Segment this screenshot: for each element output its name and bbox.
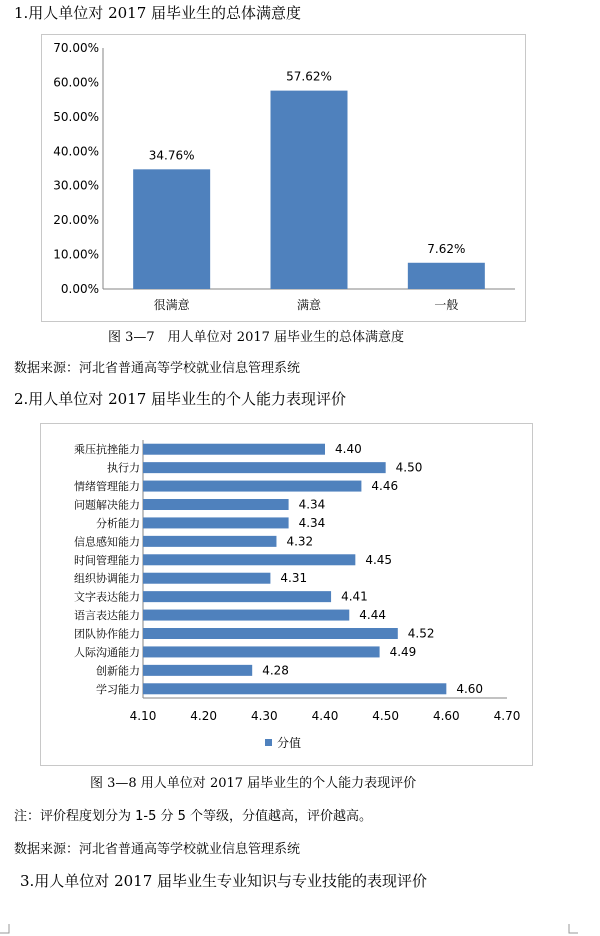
bar-value-label: 4.52 [407, 626, 435, 641]
bar-value-label: 4.40 [335, 442, 362, 457]
x-tick-label: 4.20 [190, 709, 218, 723]
x-category-label: 一般 [434, 298, 459, 312]
y-category-label: 创新能力 [96, 664, 140, 678]
bar [143, 628, 398, 639]
x-category-label: 满意 [296, 298, 322, 312]
bar-value-label: 4.60 [456, 681, 484, 696]
bar [143, 665, 252, 676]
bar-value-label: 4.44 [359, 608, 386, 623]
y-category-label: 学习能力 [96, 682, 140, 696]
y-tick-label: 50.00% [53, 109, 99, 124]
y-tick-label: 0.00% [60, 282, 99, 296]
bar-value-label: 4.46 [371, 479, 399, 494]
legend-swatch [265, 739, 272, 746]
bar-value-label: 4.41 [341, 589, 368, 604]
bar-value-label: 7.62% [427, 241, 466, 256]
bar [143, 536, 276, 547]
y-category-label: 问题解决能力 [74, 498, 140, 512]
y-category-label: 人际沟通能力 [74, 645, 140, 659]
y-category-label: 情绪管理能力 [74, 480, 140, 494]
bar [143, 573, 270, 584]
bar-value-label: 4.31 [280, 571, 308, 586]
y-tick-label: 40.00% [53, 144, 99, 159]
x-tick-label: 4.10 [129, 709, 157, 723]
bar [143, 462, 386, 473]
ability-chart [40, 423, 533, 766]
x-category-label: 很满意 [153, 298, 190, 312]
bar [271, 91, 348, 289]
bar-value-label: 57.62% [286, 69, 332, 84]
x-tick-label: 4.50 [372, 709, 400, 723]
bar-value-label: 4.45 [365, 552, 393, 567]
x-tick-label: 4.60 [432, 709, 460, 723]
page-corner-mark-left [0, 924, 10, 934]
satisfaction-chart [41, 34, 526, 322]
bar-value-label: 4.32 [286, 534, 314, 549]
bar-value-label: 4.50 [395, 460, 423, 475]
y-category-label: 分析能力 [96, 516, 140, 530]
ability-chart-svg [41, 424, 532, 765]
y-category-label: 时间管理能力 [74, 553, 140, 567]
data-source-1: 数据来源：河北省普通高等学校就业信息管理系统 [14, 361, 301, 376]
section-1-heading: 1.用人单位对 2017 届毕业生的总体满意度 [14, 4, 302, 22]
y-tick-label: 20.00% [53, 213, 99, 228]
y-category-label: 组织协调能力 [74, 572, 140, 586]
y-tick-label: 60.00% [53, 75, 99, 90]
section-2-heading: 2.用人单位对 2017 届毕业生的个人能力表现评价 [14, 390, 347, 408]
section-3-heading: 3.用人单位对 2017 届毕业生专业知识与专业技能的表现评价 [20, 872, 428, 890]
bar [133, 169, 210, 289]
bar [143, 517, 289, 528]
y-category-label: 团队协作能力 [74, 627, 140, 641]
figure-3-7-caption: 图 3—7 用人单位对 2017 届毕业生的总体满意度 [108, 330, 405, 345]
bar [408, 263, 485, 289]
y-tick-label: 70.00% [53, 41, 99, 55]
y-tick-label: 30.00% [53, 178, 99, 193]
bar [143, 610, 349, 621]
page-corner-mark-right [568, 924, 578, 934]
bar-value-label: 4.28 [262, 663, 289, 678]
y-category-label: 执行力 [107, 461, 140, 475]
bar-value-label: 34.76% [148, 148, 195, 163]
bar-value-label: 4.34 [298, 515, 326, 530]
y-category-label: 信息感知能力 [74, 535, 140, 549]
data-source-2: 数据来源：河北省普通高等学校就业信息管理系统 [14, 842, 301, 857]
rating-note: 注：评价程度划分为 1-5 分 5 个等级，分值越高，评价越高。 [14, 809, 373, 824]
y-tick-label: 10.00% [53, 247, 99, 262]
x-tick-label: 4.70 [493, 709, 521, 723]
satisfaction-chart-svg [42, 35, 525, 321]
x-tick-label: 4.30 [250, 709, 278, 723]
bar [143, 444, 325, 455]
bar [143, 591, 331, 602]
bar-value-label: 4.34 [298, 497, 326, 512]
bar [143, 499, 289, 510]
bar [143, 554, 355, 565]
bar [143, 481, 361, 492]
y-category-label: 文字表达能力 [74, 590, 140, 604]
bar-value-label: 4.49 [389, 644, 417, 659]
y-category-label: 语言表达能力 [74, 609, 140, 623]
x-tick-label: 4.40 [311, 709, 339, 723]
figure-3-8-caption: 图 3—8 用人单位对 2017 届毕业生的个人能力表现评价 [90, 776, 417, 791]
y-category-label: 乘压抗挫能力 [74, 443, 140, 457]
legend-label: 分值 [277, 736, 302, 750]
bar [143, 646, 380, 657]
bar [143, 683, 446, 694]
